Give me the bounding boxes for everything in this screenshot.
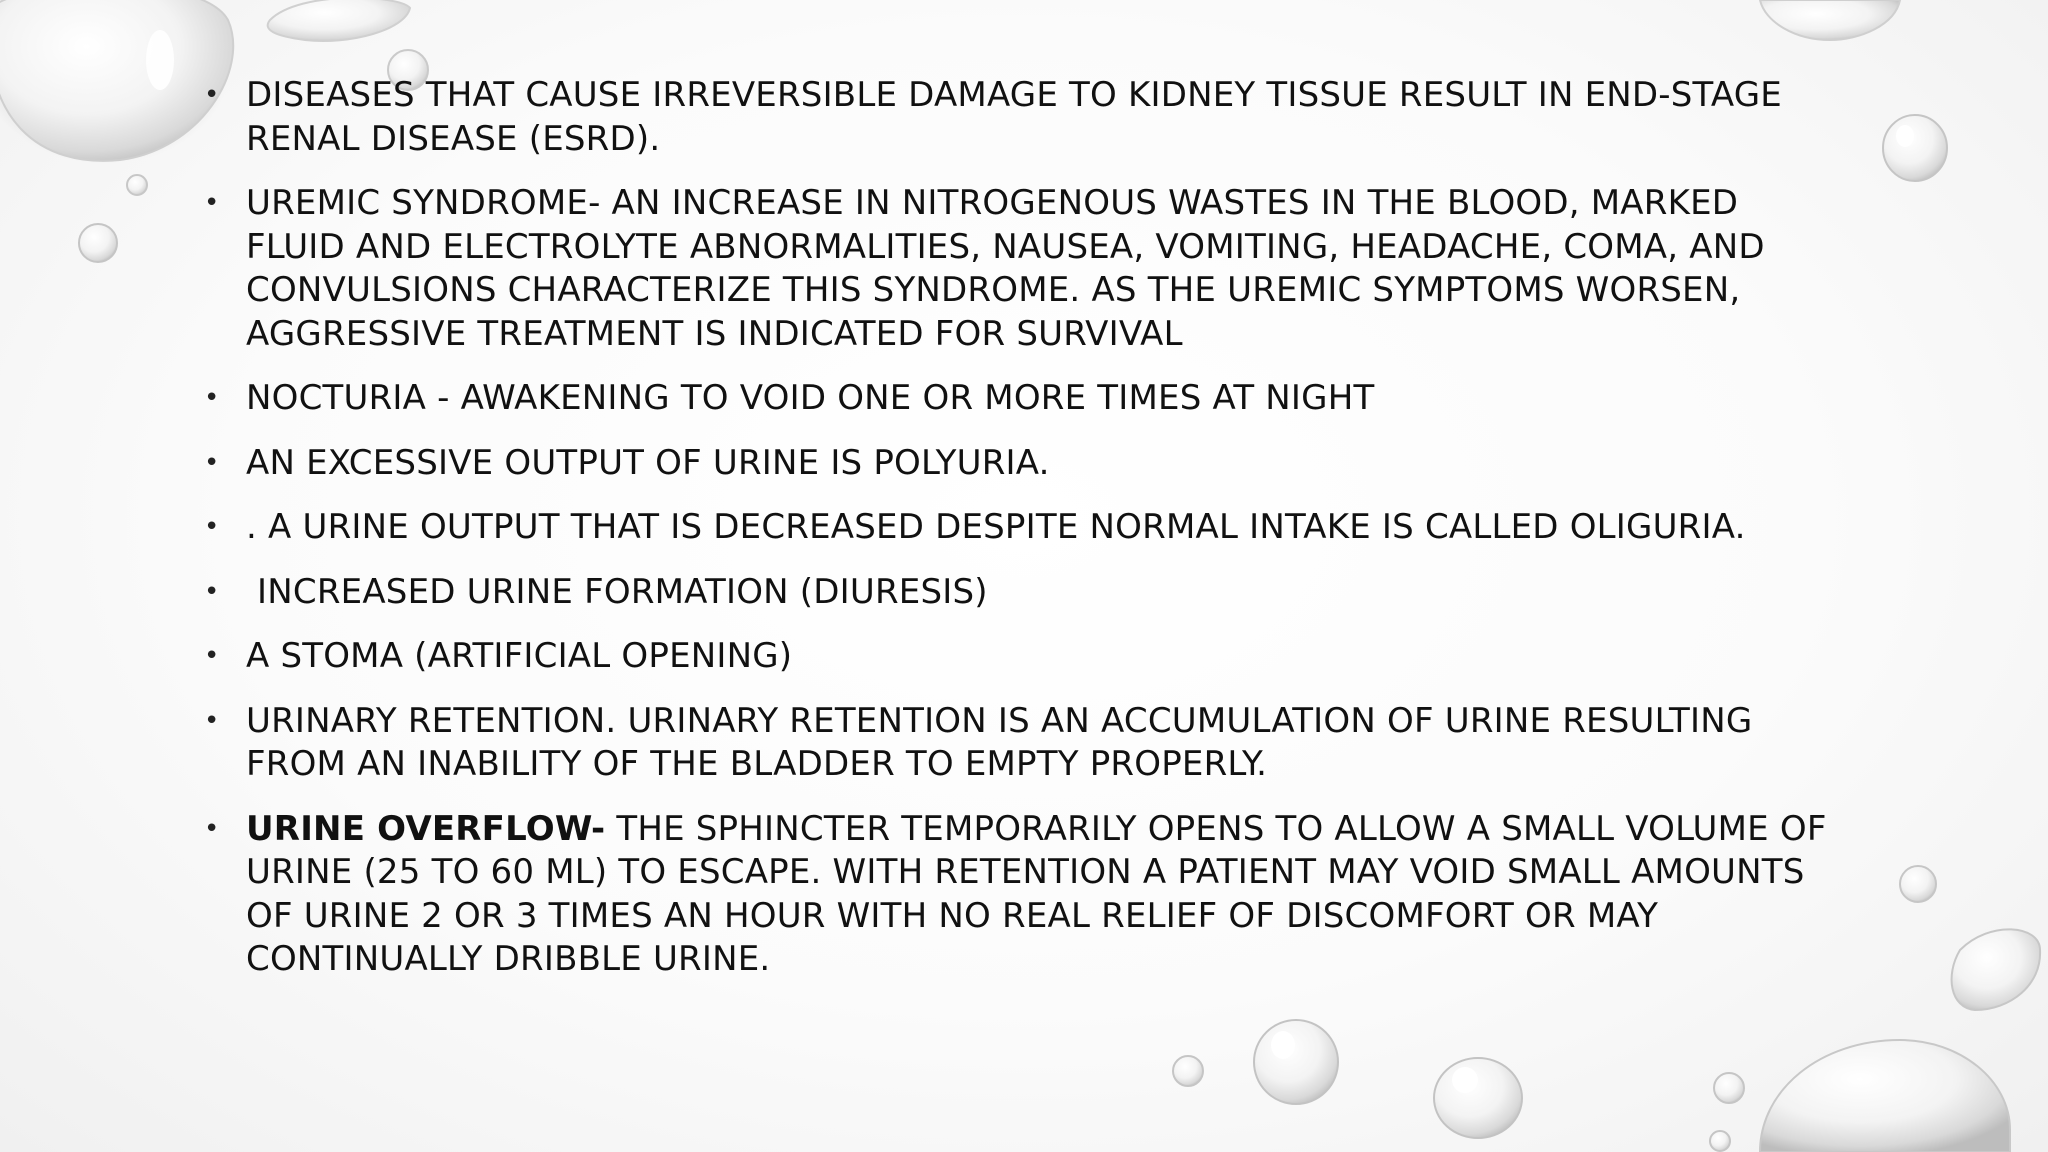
drop-bottom-1 (1173, 1056, 1203, 1086)
list-item (200, 808, 1840, 982)
list-item-text: DISEASES THAT CAUSE IRREVERSIBLE DAMAGE TO KIDNEY TISSUE RESULT IN END-STAGE RENAL DISEASE (ESRD). (246, 75, 1782, 159)
list-item-text: UREMIC SYNDROME- AN INCREASE IN NITROGENOUS WASTES IN THE BLOOD, MARKED FLUID AND ELECTROLYTE ABNORMALITIES, NAUSEA, VOMITING, HEADACHE, COMA, AND CONVULSIONS CHARACTERIZE THIS SYNDROME. AS THE UREMIC SYMPTOMS WORSEN, AGGRESSIVE TREATMENT IS INDICATED FOR SURVIVAL (246, 183, 1765, 354)
list-item (200, 182, 1840, 356)
list-item-text: AN EXCESSIVE OUTPUT OF URINE IS POLYURIA. (246, 442, 1050, 483)
list-item-text: NOCTURIA - AWAKENING TO VOID ONE OR MORE TIMES AT NIGHT (246, 378, 1375, 418)
drop-small-left-2 (127, 175, 147, 195)
drop-right-small (1900, 866, 1936, 902)
list-item-text: THE SPHINCTER TEMPORARILY OPENS TO ALLOW A SMALL VOLUME OF URINE (25 TO 60 ML) TO ESCAPE. WITH RETENTION A PATIENT MAY VOID SMALL AMOUNTS OF URINE 2 OR 3 TIMES AN HOUR WITH NO REAL RELIEF OF DISCOMFORT OR MAY CONTINUALLY DRIBBLE URINE. (246, 808, 1827, 979)
drop-bottom-5 (1710, 1131, 1730, 1151)
bullet-glyph: • (204, 512, 220, 542)
drop-bottom-3 (1434, 1058, 1522, 1138)
bullet-list (200, 74, 1840, 982)
bullet-glyph: • (204, 188, 220, 218)
bullet-glyph: • (204, 80, 220, 110)
drop-bottom-2 (1254, 1020, 1338, 1104)
drop-top-left-medium (268, 0, 410, 41)
list-item (200, 377, 1840, 421)
list-item (200, 700, 1840, 787)
list-item (200, 635, 1840, 679)
list-item (200, 506, 1840, 550)
bullet-glyph: • (204, 813, 220, 844)
list-item-text: . A URINE OUTPUT THAT IS DECREASED DESPITE NORMAL INTAKE IS CALLED OLIGURIA. (246, 507, 1746, 547)
list-item-text: INCREASED URINE FORMATION (DIURESIS) (246, 571, 988, 612)
drop-bottom-4 (1714, 1073, 1744, 1103)
list-item (200, 442, 1840, 486)
slide-content (200, 74, 1840, 1003)
list-item (200, 74, 1840, 161)
drop-right-upper (1883, 115, 1947, 181)
drop-top-right-large (1760, 0, 1900, 40)
drop-top-left-large (0, 0, 233, 164)
list-item (200, 571, 1840, 615)
bullet-glyph: • (204, 447, 220, 478)
drop-right-elongated (1952, 929, 2041, 1010)
bullet-glyph: • (204, 641, 220, 671)
bullet-glyph: • (204, 383, 220, 413)
bullet-glyph: • (204, 705, 220, 736)
list-item-text: A STOMA (ARTIFICIAL OPENING) (246, 636, 793, 676)
drop-bottom-right-large (1760, 1040, 2010, 1152)
drop-small-left-3 (79, 224, 117, 262)
bullet-glyph: • (204, 576, 220, 607)
list-item-text: URINARY RETENTION. URINARY RETENTION IS AN ACCUMULATION OF URINE RESULTING FROM AN INABILITY OF THE BLADDER TO EMPTY PROPERLY. (246, 700, 1753, 784)
list-item-term: URINE OVERFLOW- (246, 808, 606, 849)
